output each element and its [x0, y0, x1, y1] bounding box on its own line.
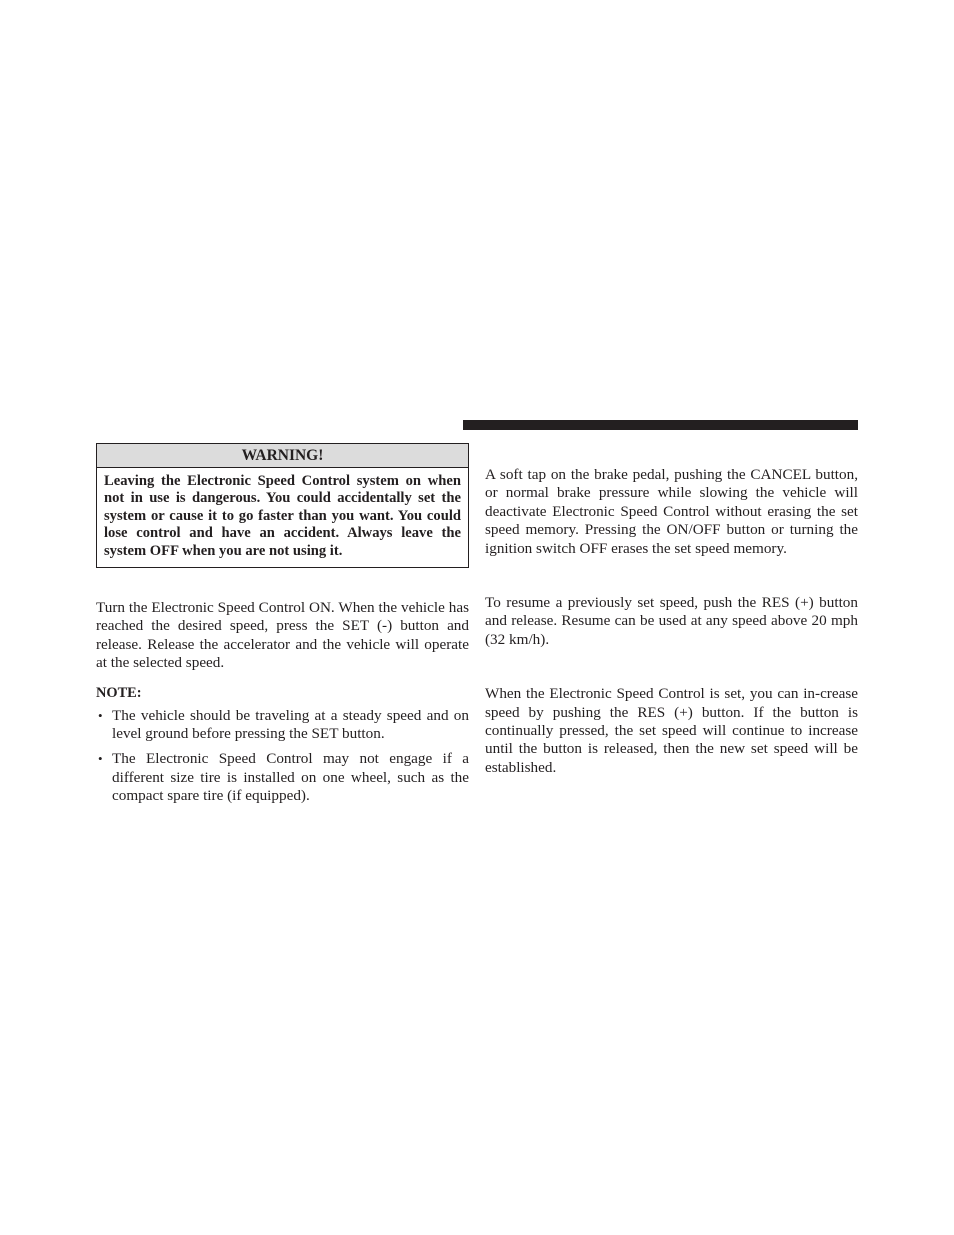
set-speed-paragraph: Turn the Electronic Speed Control ON. When the vehicle has reached the desired speed, press the SET (-) button and release. Release the accelerator and the vehicle will operate at the selected speed. [96, 599, 469, 672]
accelerate-paragraph: When the Electronic Speed Control is set, you can in-crease speed by pushing the RES (+) button. If the button is continually pressed, the set speed will continue to increase until the button is released, then the new set speed will be established. [485, 685, 858, 776]
left-column [96, 443, 469, 813]
warning-box [96, 443, 469, 568]
deactivate-paragraph: A soft tap on the brake pedal, pushing the CANCEL button, or normal brake pressure while slowing the vehicle will deactivate Electronic Speed Control without erasing the set speed memory. Pressing the ON/OFF button or turning the ignition switch OFF erases the set speed memory. [485, 466, 858, 557]
note-bullet-list [96, 707, 469, 806]
bullet-icon: • [98, 707, 103, 723]
note-label: NOTE: [96, 684, 142, 701]
bullet-icon: • [98, 751, 103, 767]
list-item [96, 707, 469, 744]
resume-paragraph: To resume a previously set speed, push the RES (+) button and release. Resume can be used at any speed above 20 mph (32 km/h). [485, 594, 858, 648]
bullet-text: The Electronic Speed Control may not engage if a different size tire is installed on one wheel, such as the compact spare tire (if equipped). [112, 750, 469, 805]
warning-text: Leaving the Electronic Speed Control system on when not in use is dangerous. You could accidentally set the system or cause it to go faster than you want. You could lose control and have an accident. Always leave the system OFF when you are not using it. [104, 473, 461, 559]
warning-title: WARNING! [97, 444, 468, 468]
right-column [485, 420, 858, 777]
bullet-text: The vehicle should be traveling at a steady speed and on level ground before pressing the SET button. [112, 706, 469, 743]
list-item [96, 750, 469, 805]
